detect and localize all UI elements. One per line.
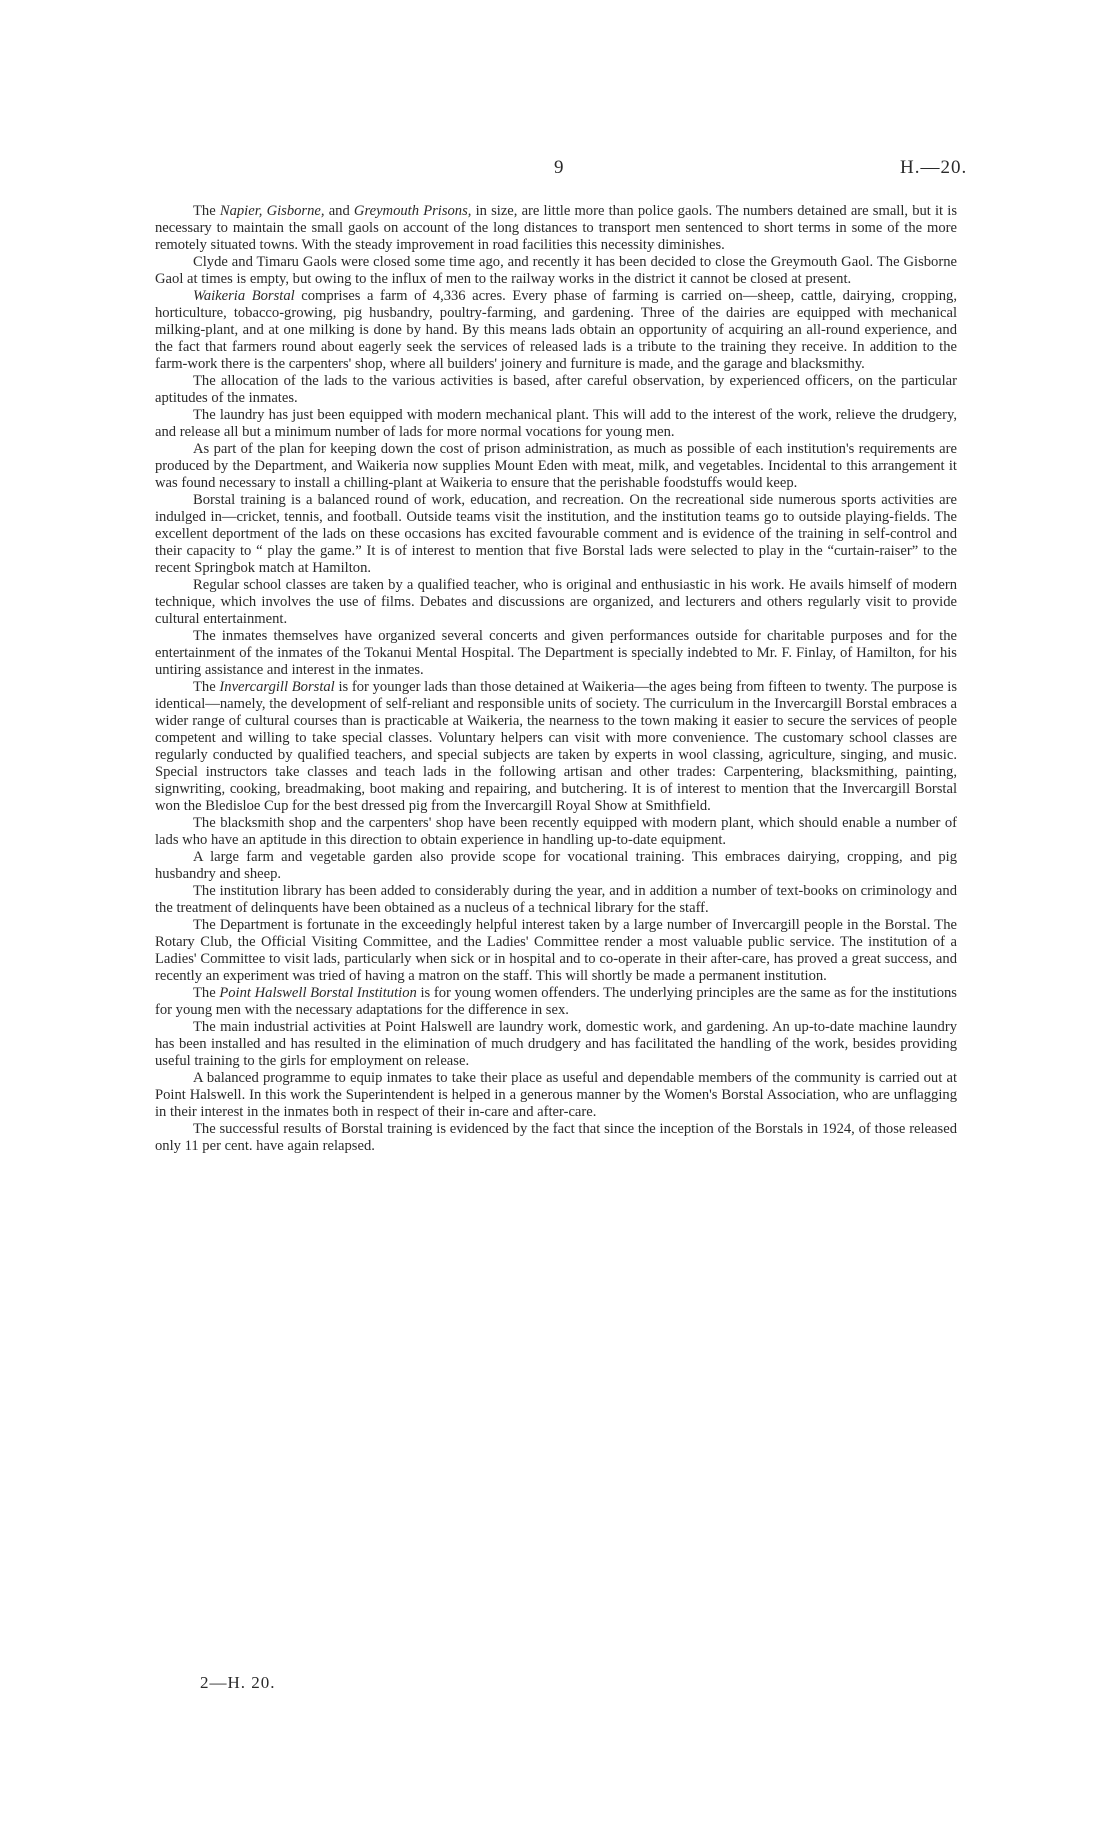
- text-run: is for young women offenders. The underlying principles are the same as for the institutions for young men with the necessary adaptations for the difference in sex.: [155, 985, 957, 1018]
- text-run: The: [193, 985, 220, 1001]
- paragraph: [155, 407, 957, 441]
- paragraph: [155, 288, 957, 373]
- text-run: The main industrial activities at Point Halswell are laundry work, domestic work, and gardening. An up-to-date machine laundry has been installed and has resulted in the elimination of much drudgery and has facilitated the handling of the work, besides providing useful training to the girls for employment on release.: [155, 1019, 957, 1069]
- paragraph: [155, 1070, 957, 1121]
- text-run: The: [193, 679, 220, 695]
- text-run: and: [324, 203, 354, 219]
- paragraph: [155, 985, 957, 1019]
- text-run: in size, are little more than police gaols. The numbers detained are small, but it is necessary to maintain the small gaols on account of the long distances to transport men sentenced to short terms in some of the more remotely situated towns. With the steady improvement in road facilities this necessity diminishes.: [155, 203, 958, 253]
- italic-run: Invercargill Borstal: [219, 679, 335, 695]
- text-run: A large farm and vegetable garden also provide scope for vocational training. This embraces dairying, cropping, and pig husbandry and sheep.: [155, 849, 957, 882]
- text-run: The Department is fortunate in the exceedingly helpful interest taken by a large number of Invercargill people in the Borstal. The Rotary Club, the Official Visiting Committee, and the Ladies' Committee render a most valuable public service. The institution of a Ladies' Committee to visit lads, particularly when sick or in hospital and to co-operate in their after-care, has proved a great success, and recently an experiment was tried of having a matron on the staff. This will shortly be made a permanent institution.: [155, 917, 957, 984]
- paragraph: [155, 1019, 957, 1070]
- paragraph: [155, 203, 957, 254]
- document-code: H.—20.: [900, 157, 968, 178]
- paragraph: [155, 373, 957, 407]
- text-run: The institution library has been added to considerably during the year, and in addition a number of text-books on criminology and the treatment of delinquents have been obtained as a nucleus of a technical library for the staff.: [155, 883, 957, 916]
- paragraph: [155, 254, 957, 288]
- text-run: is for younger lads than those detained at Waikeria—the ages being from fifteen to twenty. The purpose is identical—namely, the development of self-reliant and responsible units of society. The curriculum in the Invercargill Borstal embraces a wider range of cultural courses than is practicable at Waikeria, the nearness to the town making it easier to secure the services of people competent and willing to take special classes. Voluntary helpers can visit with more convenience. The customary school classes are regularly conducted by qualified teachers, and special subjects are taken by experts in wool classing, agriculture, singing, and music. Special instructors take classes and teach lads in the following artisan and other trades: Carpentering, blacksmithing, painting, signwriting, cooking, breadmaking, boot making and repairing, and butchering. It is of interest to mention that the Invercargill Borstal won the Bledisloe Cup for the best dressed pig from the Invercargill Royal Show at Smithfield.: [155, 679, 958, 814]
- text-run: Clyde and Timaru Gaols were closed some time ago, and recently it has been decided to close the Greymouth Gaol. The Gisborne Gaol at times is empty, but owing to the influx of men to the railway works in the district it cannot be closed at present.: [155, 254, 957, 287]
- paragraph: [155, 1121, 957, 1155]
- italic-run: Point Halswell Borstal Institution: [219, 985, 417, 1001]
- text-run: As part of the plan for keeping down the cost of prison administration, as much as possible of each institution's requirements are produced by the Department, and Waikeria now supplies Mount Eden with meat, milk, and vegetables. Incidental to this arrangement it was found necessary to install a chilling-plant at Waikeria to ensure that the perishable foodstuffs would keep.: [155, 441, 957, 491]
- page-number: 9: [554, 157, 564, 178]
- paragraph: [155, 628, 957, 679]
- text-run: Regular school classes are taken by a qualified teacher, who is original and enthusiastic in his work. He avails himself of modern technique, which involves the use of films. Debates and discussions are organized, and lecturers and others regularly visit to provide cultural entertainment.: [155, 577, 957, 627]
- text-run: The allocation of the lads to the various activities is based, after careful observation, by experienced officers, on the particular aptitudes of the inmates.: [155, 373, 957, 406]
- paragraph: [155, 849, 957, 883]
- paragraph: [155, 883, 957, 917]
- italic-run: Waikeria Borstal: [193, 288, 295, 304]
- text-run: The inmates themselves have organized several concerts and given performances outside for charitable purposes and for the entertainment of the inmates of the Tokanui Mental Hospital. The Department is specially indebted to Mr. F. Finlay, of Hamilton, for his untiring assistance and interest in the inmates.: [155, 628, 957, 678]
- paragraph: [155, 577, 957, 628]
- text-run: The laundry has just been equipped with modern mechanical plant. This will add to the interest of the work, relieve the drudgery, and release all but a minimum number of lads for more normal vocations for young men.: [155, 407, 957, 440]
- body-text: [155, 203, 957, 1155]
- text-run: The blacksmith shop and the carpenters' shop have been recently equipped with modern plant, which should enable a number of lads who have an aptitude in this direction to obtain experience in handling up-to-date equipment.: [155, 815, 957, 848]
- paragraph: [155, 492, 957, 577]
- text-run: comprises a farm of 4,336 acres. Every phase of farming is carried on—sheep, cattle, dairying, cropping, horticulture, tobacco-growing, pig husbandry, poultry-farming, and gardening. Three of the dairies are equipped with mechanical milking-plant, and at one milking is done by hand. By this means lads obtain an opportunity of acquiring an all-round experience, and the fact that farmers round about eagerly seek the services of released lads is a tribute to the training they receive. In addition to the farm-work there is the carpenters' shop, where all builders' joinery and furniture is made, and the garage and blacksmithy.: [155, 288, 958, 372]
- paragraph: [155, 441, 957, 492]
- text-run: A balanced programme to equip inmates to take their place as useful and dependable members of the community is carried out at Point Halswell. In this work the Superintendent is helped in a generous manner by the Women's Borstal Association, who are unflagging in their interest in the inmates both in respect of their in-care and after-care.: [155, 1070, 957, 1120]
- text-run: The: [193, 203, 220, 219]
- italic-run: Greymouth Prisons,: [353, 203, 472, 219]
- text-run: The successful results of Borstal training is evidenced by the fact that since the inception of the Borstals in 1924, of those released only 11 per cent. have again relapsed.: [155, 1121, 957, 1154]
- paragraph: [155, 917, 957, 985]
- text-run: Borstal training is a balanced round of work, education, and recreation. On the recreational side numerous sports activities are indulged in—cricket, tennis, and football. Outside teams visit the institution, and the institution teams go to outside playing-fields. The excellent deportment of the lads on these occasions has excited favourable comment and is evidence of the training in self-control and their capacity to “ play the game.” It is of interest to mention that five Borstal lads were selected to play in the “curtain-raiser” to the recent Springbok match at Hamilton.: [155, 492, 957, 576]
- italic-run: Napier, Gisborne,: [219, 203, 325, 219]
- page-signature: 2—H. 20.: [200, 1673, 276, 1692]
- paragraph: [155, 815, 957, 849]
- paragraph: [155, 679, 957, 815]
